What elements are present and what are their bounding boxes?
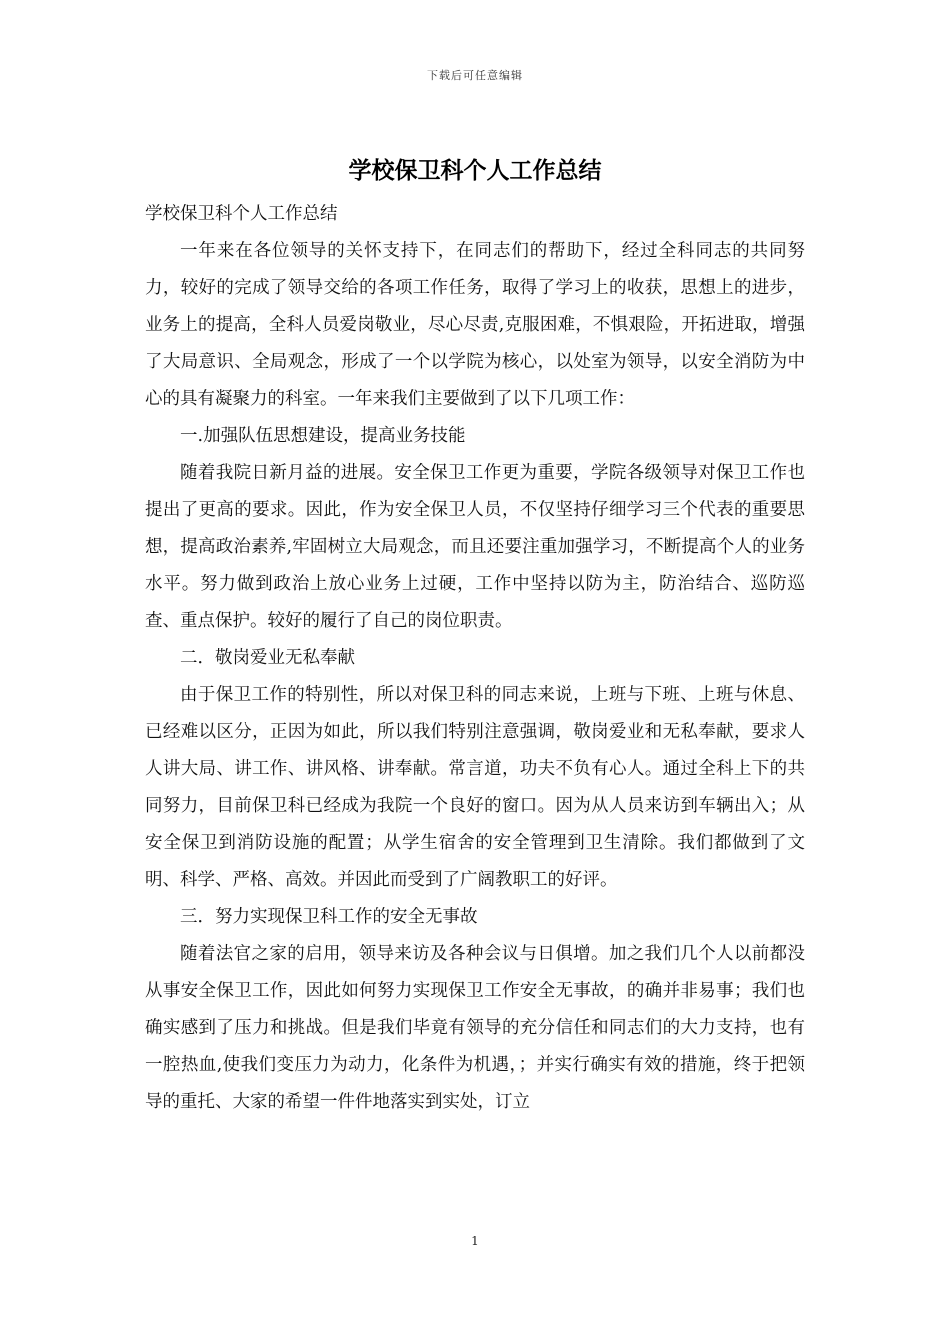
section-body-1: 随着我院日新月益的进展。安全保卫工作更为重要，学院各级领导对保卫工作也提出了更高的要求。因此，作为安全保卫人员，不仅坚持仔细学习三个代表的重要思想，提高政治素养,牢固树立大局观念，而且还要注重加强学习，不断提高个人的业务水平。努力做到政治上放心业务上过硬，工作中坚持以防为主，防治结合、巡防巡查、重点保护。较好的履行了自己的岗位职责。 (145, 463, 805, 631)
section-heading-2: 二．敬岗爱业无私奉献 (180, 648, 355, 668)
document-title: 学校保卫科个人工作总结 (348, 158, 602, 184)
section-heading-1: 一.加强队伍思想建设，提高业务技能 (180, 426, 466, 446)
subtitle-paragraph: 学校保卫科个人工作总结 (145, 204, 338, 224)
intro-paragraph: 一年来在各位领导的关怀支持下，在同志们的帮助下，经过全科同志的共同努力，较好的完成了领导交给的各项工作任务，取得了学习上的收获，思想上的进步，业务上的提高，全科人员爱岗敬业，尽心尽责,克服困难，不惧艰险，开拓进取，增强了大局意识、全局观念，形成了一个以学院为核心，以处室为领导，以安全消防为中心的具有凝聚力的科室。一年来我们主要做到了以下几项工作： (145, 241, 805, 409)
section-body-2: 由于保卫工作的特别性，所以对保卫科的同志来说，上班与下班、上班与休息、已经难以区分，正因为如此，所以我们特别注意强调，敬岗爱业和无私奉献，要求人人讲大局、讲工作、讲风格、讲奉献。常言道，功夫不负有心人。通过全科上下的共同努力，目前保卫科已经成为我院一个良好的窗口。因为从人员来访到车辆出入；从安全保卫到消防设施的配置；从学生宿舍的安全管理到卫生清除。我们都做到了文明、科学、严格、高效。并因此而受到了广阔教职工的好评。 (145, 685, 805, 890)
section-heading-3: 三．努力实现保卫科工作的安全无事故 (180, 907, 478, 927)
page-header: 下载后可任意编辑 (427, 69, 523, 82)
section-body-3: 随着法官之家的启用，领导来访及各种会议与日俱增。加之我们几个人以前都没从事安全保卫工作，因此如何努力实现保卫工作安全无事故，的确并非易事；我们也确实感到了压力和挑战。但是我们毕竟有领导的充分信任和同志们的大力支持，也有一腔热血,使我们变压力为动力，化条件为机遇，；并实行确实有效的措施，终于把领导的重托、大家的希望一件件地落实到实处，订立 (145, 944, 805, 1112)
document-body (145, 196, 805, 1121)
page-number: 1 (471, 1234, 479, 1248)
